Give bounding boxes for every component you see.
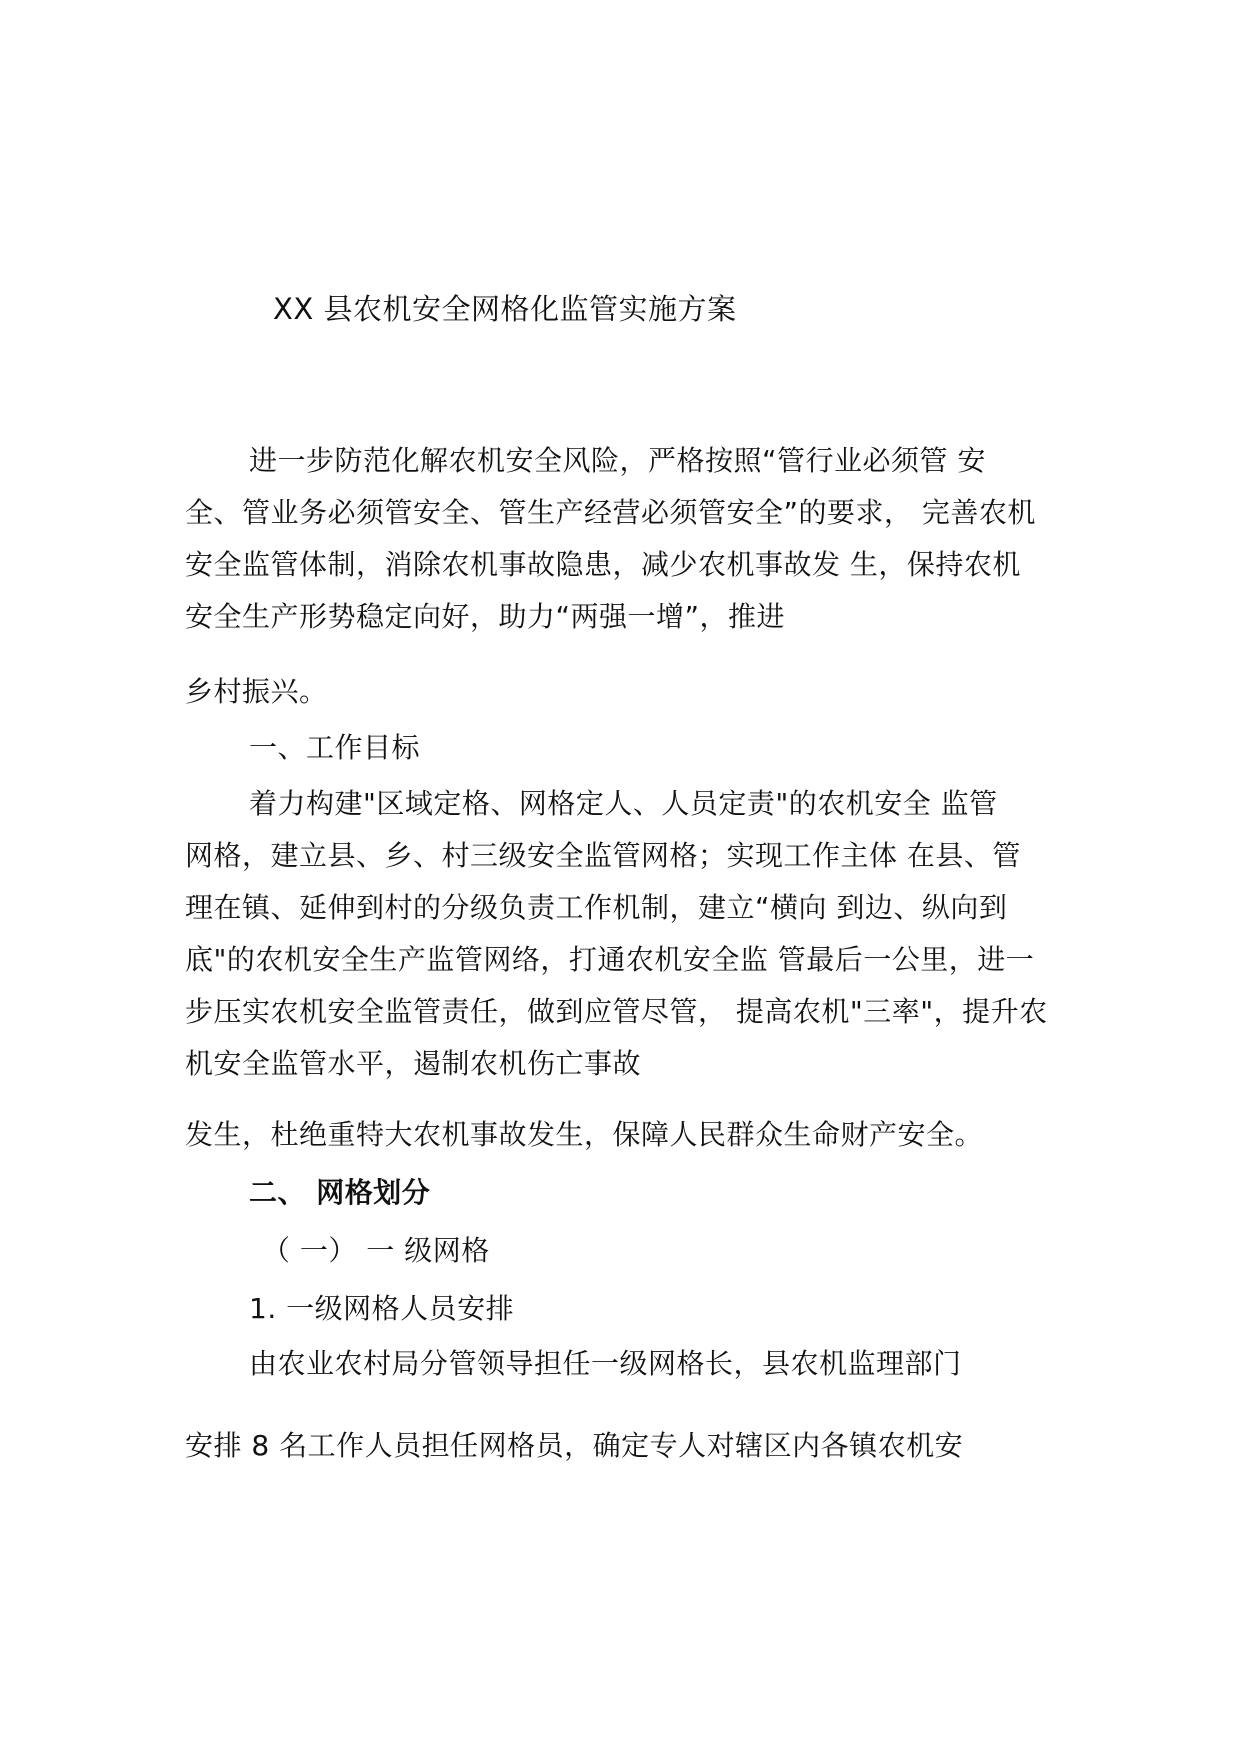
- section2-heading: 二、 网格划分: [249, 1176, 431, 1209]
- intro-line-4: 安全生产形势稳定向好，助力“两强一增”，推进: [185, 600, 786, 633]
- section1-line-2: 网格，建立县、乡、村三级安全监管网格；实现工作主体 在县、管: [185, 839, 1021, 872]
- document-title: XX 县农机安全网格化监管实施方案: [273, 292, 737, 326]
- section2-item-line-2: 安排 8 名工作人员担任网格员，确定专人对辖区内各镇农机安: [185, 1429, 964, 1462]
- section1-tail: 发生，杜绝重特大农机事故发生，保障人民群众生命财产安全。: [185, 1118, 984, 1151]
- section1-line-6: 机安全监管水平，遏制农机伤亡事故: [185, 1047, 642, 1080]
- section1-line-3: 理在镇、延伸到村的分级负责工作机制，建立“横向 到边、纵向到: [185, 891, 1008, 924]
- intro-tail: 乡村振兴。: [185, 675, 328, 708]
- intro-paragraph: [185, 435, 1065, 643]
- intro-line-2: 全、管业务必须管安全、管生产经营必须管安全”的要求， 完善农机: [185, 496, 1036, 529]
- section1-heading: 一、工作目标: [249, 731, 421, 764]
- section1-line-4: 底"的农机安全生产监管网络，打通农机安全监 管最后一公里，进一: [185, 943, 1035, 976]
- section2-item-line-1: 由农业农村局分管领导担任一级网格长，县农机监理部门: [249, 1347, 962, 1380]
- section1-paragraph: [185, 778, 1065, 1090]
- section2-item-heading: 1. 一级网格人员安排: [249, 1292, 515, 1325]
- intro-line-3: 安全监管体制，消除农机事故隐患，减少农机事故发 生，保持农机: [185, 548, 1021, 581]
- section1-line-5: 步压实农机安全监管责任，做到应管尽管， 提高农机"三率"，提升农: [185, 995, 1048, 1028]
- intro-line-1: 进一步防范化解农机安全风险，严格按照“管行业必须管 安: [249, 444, 986, 477]
- section2-subheading: （ 一） 一 级网格: [262, 1234, 490, 1267]
- section1-line-1: 着力构建"区域定格、网格定人、人员定责"的农机安全 监管: [249, 787, 998, 820]
